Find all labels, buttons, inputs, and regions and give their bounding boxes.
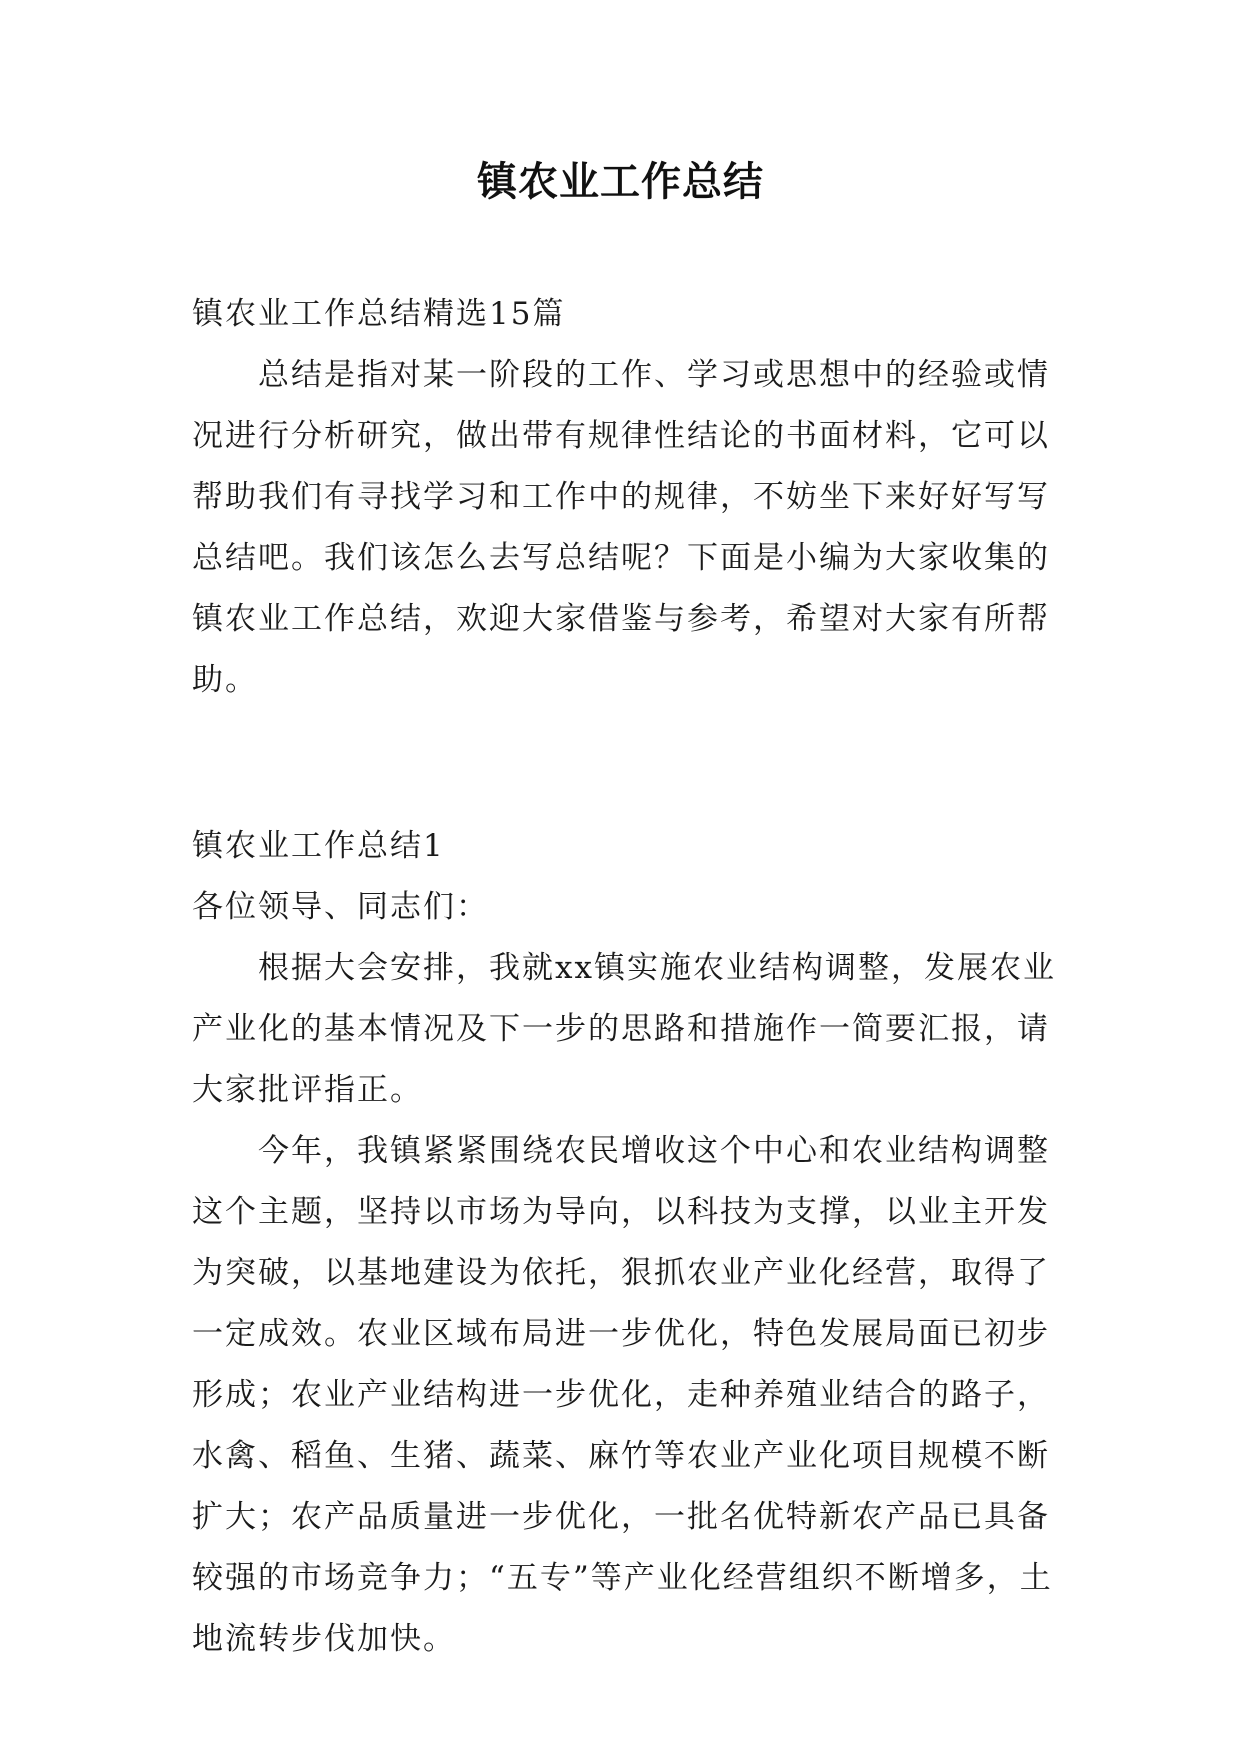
body-paragraph: 根据大会安排，我就xx镇实施农业结构调整，发展农业产业化的基本情况及下一步的思路和措施作一简要汇报，请大家批评指正。 <box>192 950 1056 1108</box>
section-heading: 镇农业工作总结1 <box>192 828 445 864</box>
document-subtitle: 镇农业工作总结精选15篇 <box>192 296 566 332</box>
document-body <box>192 284 1072 1670</box>
salutation: 各位领导、同志们： <box>192 889 489 925</box>
document-title: 镇农业工作总结 <box>477 158 764 205</box>
body-paragraph: 今年，我镇紧紧围绕农民增收这个中心和农业结构调整这个主题，坚持以市场为导向，以科技为支撑，以业主开发为突破，以基地建设为依托，狠抓农业产业化经营，取得了一定成效。农业区域布局进一步优化，特色发展局面已初步形成；农业产业结构进一步优化，走种养殖业结合的路子，水禽、稻鱼、生猪、蔬菜、麻竹等农业产业化项目规模不断扩大；农产品质量进一步优化，一批名优特新农产品已具备较强的市场竞争力；“五专”等产业化经营组织不断增多，土地流转步伐加快。 <box>192 1133 1053 1657</box>
intro-paragraph: 总结是指对某一阶段的工作、学习或思想中的经验或情况进行分析研究，做出带有规律性结论的书面材料，它可以帮助我们有寻找学习和工作中的规律，不妨坐下来好好写写总结吧。我们该怎么去写总结呢？下面是小编为大家收集的镇农业工作总结，欢迎大家借鉴与参考，希望对大家有所帮助。 <box>192 357 1050 698</box>
section-spacer <box>192 711 1072 816</box>
